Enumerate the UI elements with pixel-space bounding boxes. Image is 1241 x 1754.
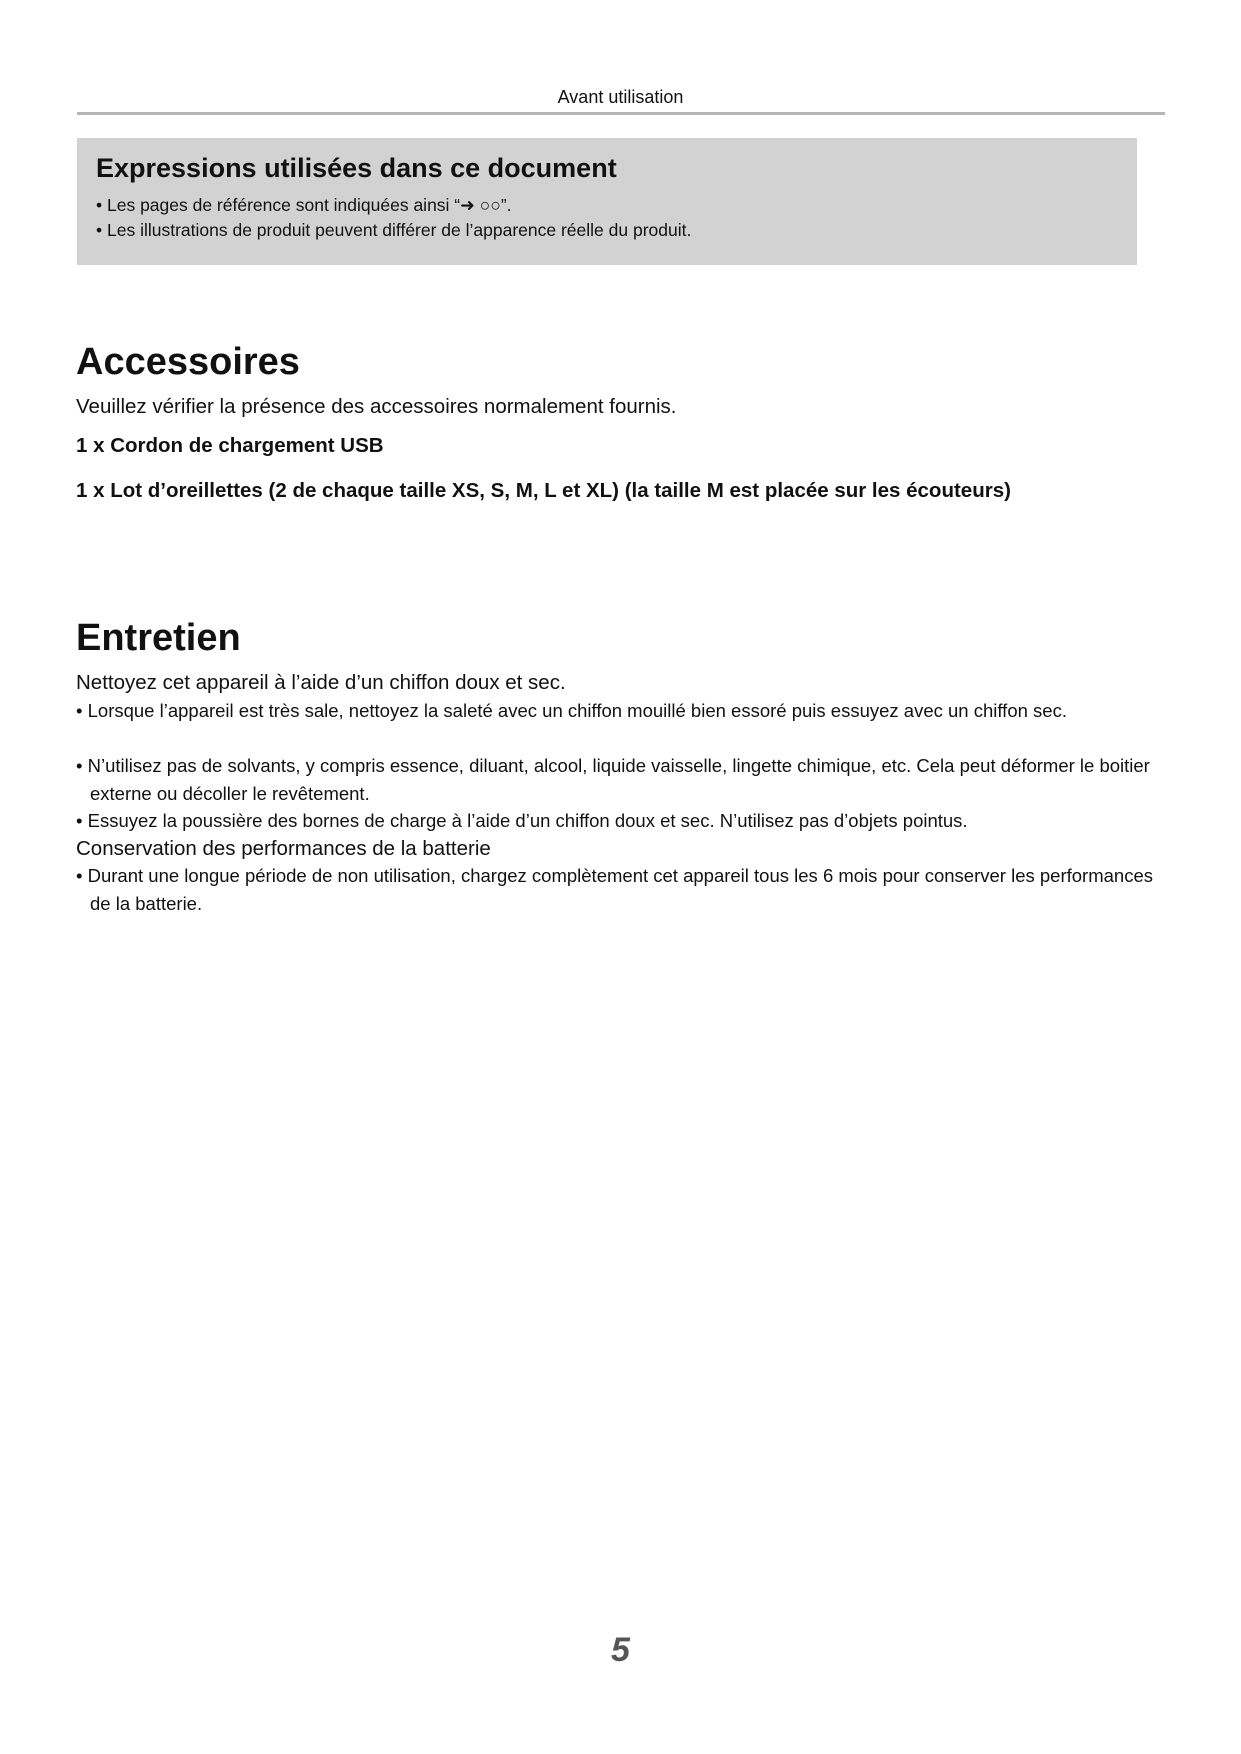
battery-subheading: Conservation des performances de la batterie [76, 837, 491, 860]
expressions-note-reference-pages [96, 194, 512, 216]
entretien-bullet-dirty: • Lorsque l’appareil est très sale, nettoyez la saleté avec un chiffon mouillé bien essoré puis essuyez avec un chiffon sec. [76, 700, 1067, 721]
expressions-note-illustrations: • Les illustrations de produit peuvent différer de l’apparence réelle du produit. [96, 220, 692, 240]
running-header: Avant utilisation [557, 87, 684, 107]
entretien-heading: Entretien [76, 617, 241, 659]
arrow-right-icon: ➜ [460, 195, 475, 215]
entretien-bullet-solvents: • N’utilisez pas de solvants, y compris essence, diluant, alcool, liquide vaisselle, lingette chimique, etc. Cela peut déformer le boitier externe ou décoller le revêtement. [76, 755, 1150, 804]
expressions-note-suffix: ○○”. [474, 195, 512, 215]
entretien-intro: Nettoyez cet appareil à l’aide d’un chiffon doux et sec. [76, 671, 566, 694]
expressions-title: Expressions utilisées dans ce document [96, 153, 617, 183]
header-divider [77, 112, 1165, 115]
accessory-item-ear-tips: 1 x Lot d’oreillettes (2 de chaque taille XS, S, M, L et XL) (la taille M est placée sur les écouteurs) [76, 479, 1011, 502]
accessoires-heading: Accessoires [76, 341, 300, 383]
expressions-note-prefix: • Les pages de référence sont indiquées ainsi “ [96, 195, 461, 215]
page-number: 5 [611, 1631, 630, 1669]
expressions-box [77, 138, 1137, 265]
entretien-bullet-terminals: • Essuyez la poussière des bornes de charge à l’aide d’un chiffon doux et sec. N’utilisez pas d’objets pointus. [76, 810, 968, 831]
accessoires-intro: Veuillez vérifier la présence des accessoires normalement fournis. [76, 395, 677, 418]
accessory-item-usb-cable: 1 x Cordon de chargement USB [76, 434, 384, 457]
battery-bullet: • Durant une longue période de non utilisation, chargez complètement cet appareil tous les 6 mois pour conserver les performances de la batterie. [76, 865, 1153, 914]
